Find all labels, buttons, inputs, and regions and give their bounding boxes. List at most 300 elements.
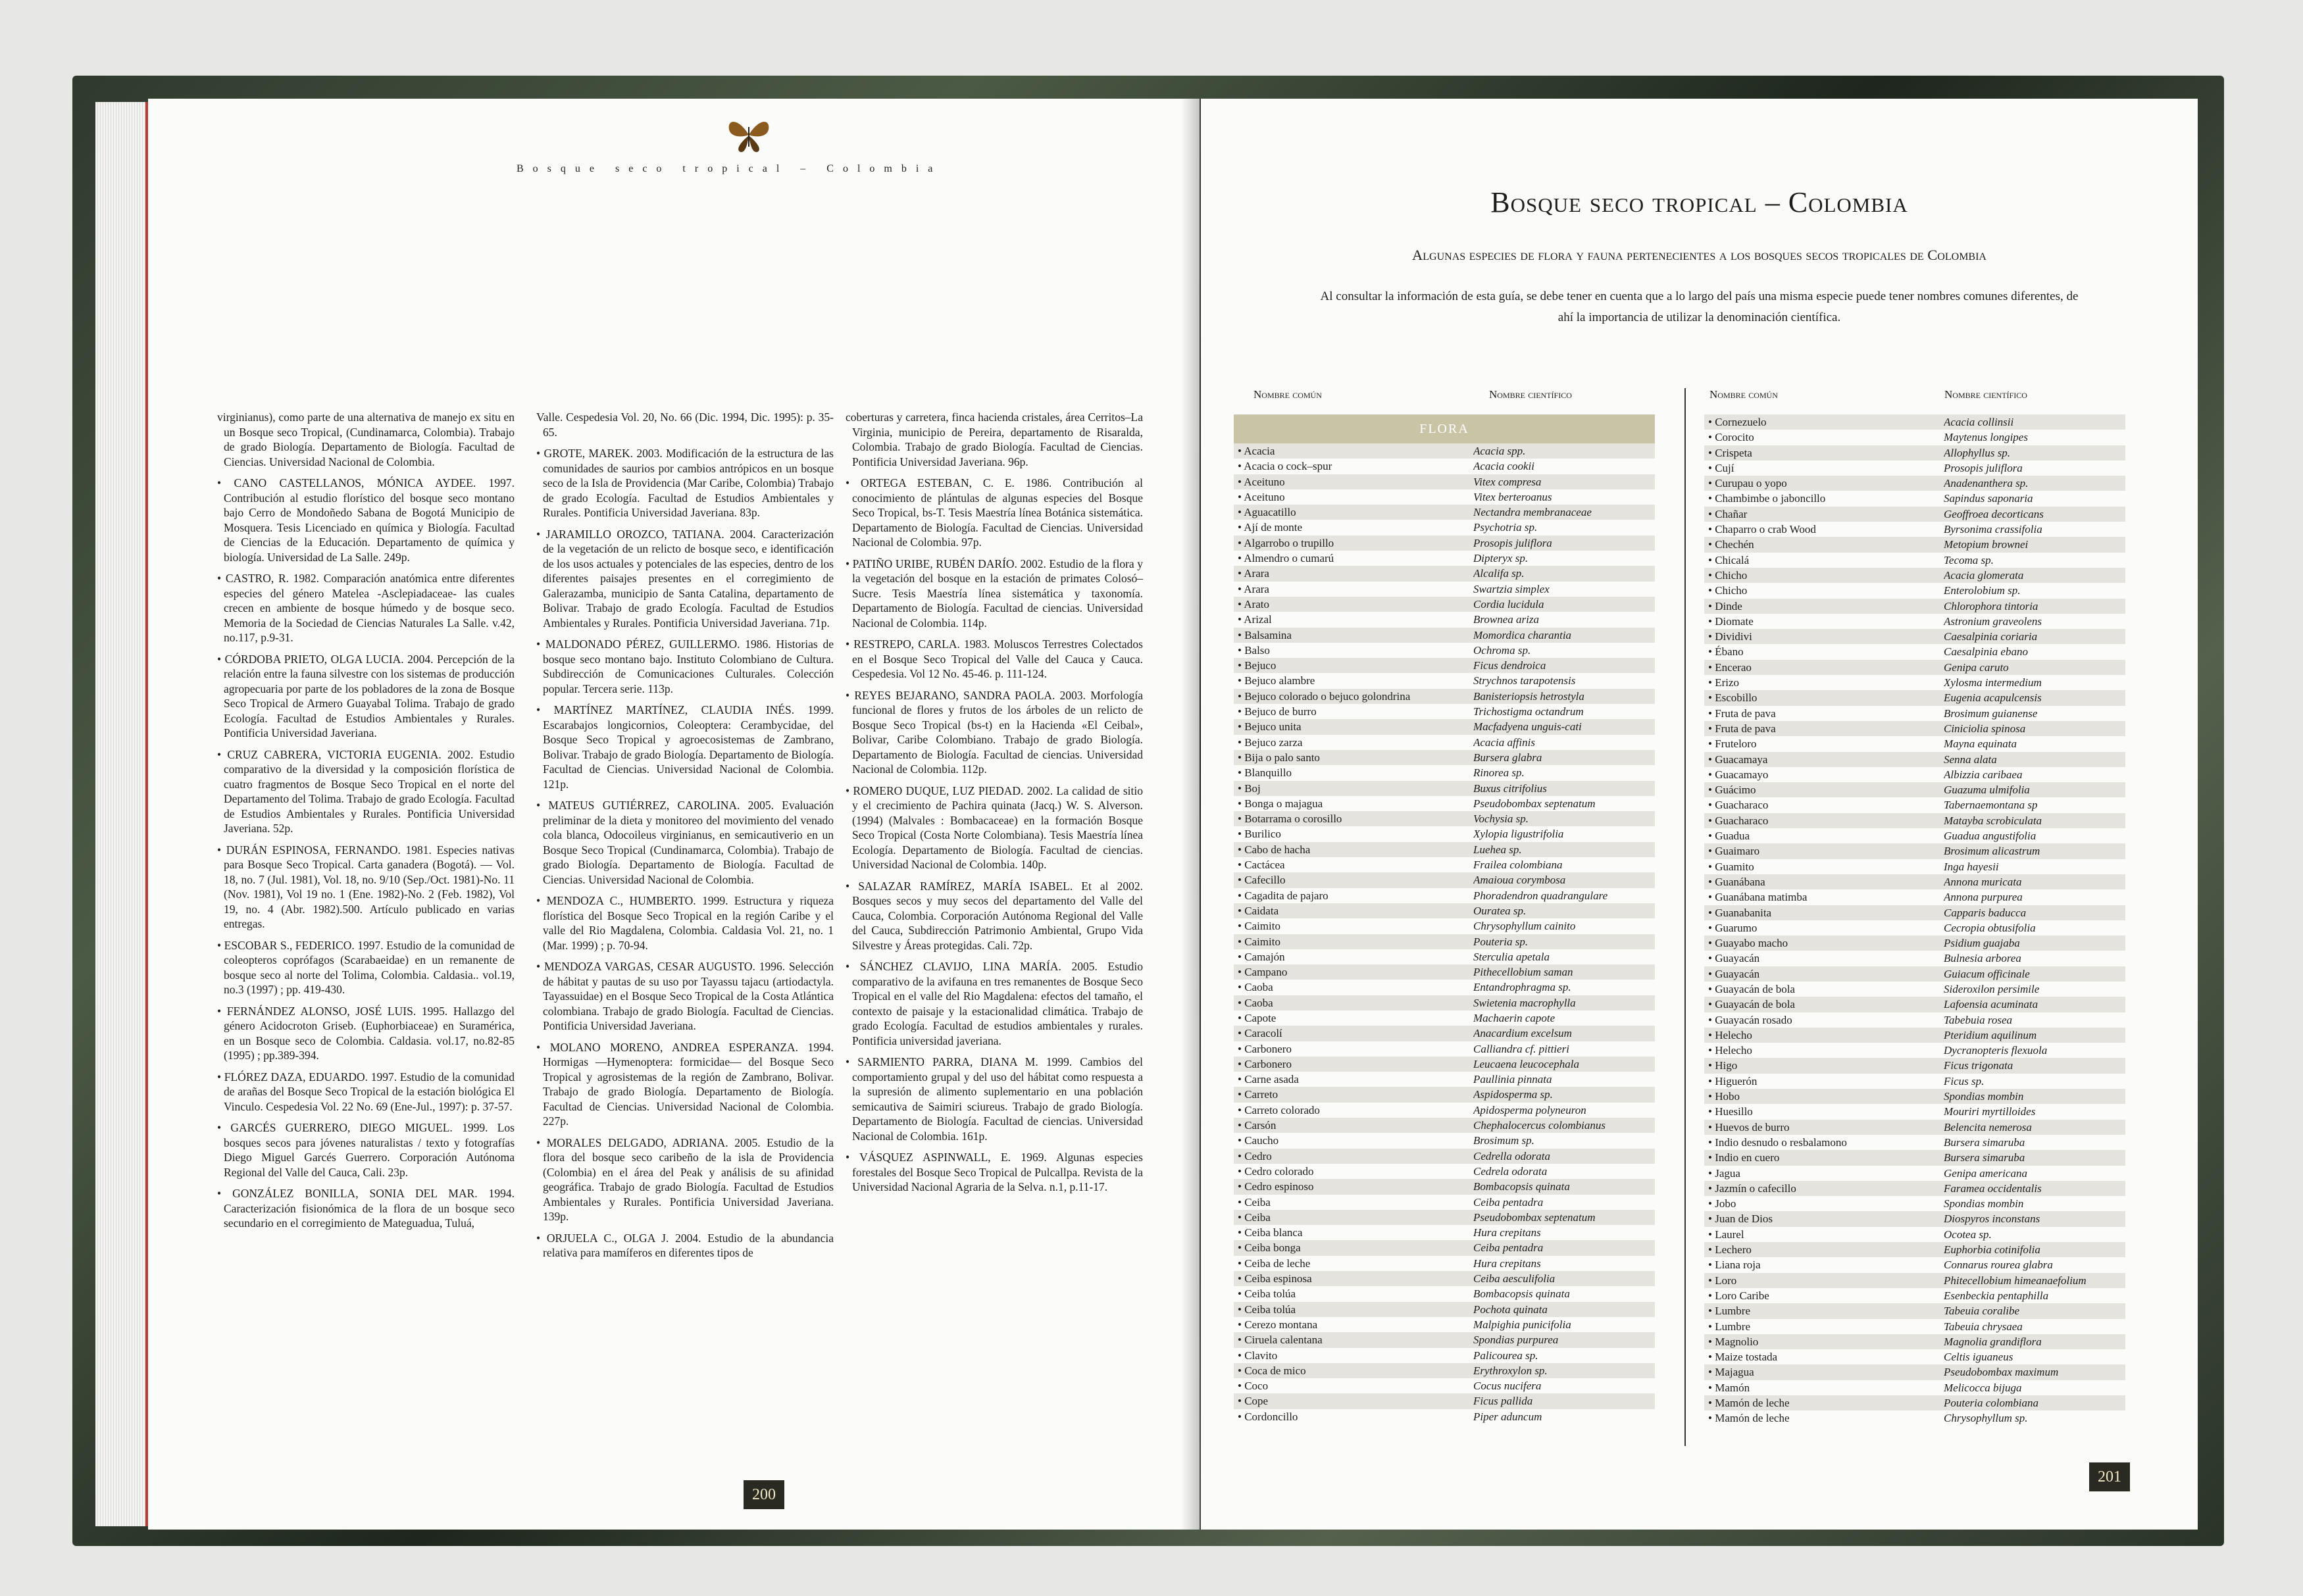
species-table-1 <box>1234 414 1655 1424</box>
scientific-name-cell: Xylosma intermedium <box>1944 676 2042 689</box>
table-row <box>1704 782 2125 797</box>
scientific-name-cell: Entandrophragma sp. <box>1473 981 1571 994</box>
table-row <box>1234 443 1655 459</box>
common-name-cell: • Dividivi <box>1708 630 1752 643</box>
common-name-cell: • Caracolí <box>1238 1027 1282 1040</box>
left-page <box>148 99 1200 1530</box>
table-row <box>1234 842 1655 857</box>
common-name-cell: • Ceiba tolúa <box>1238 1303 1296 1316</box>
common-name-cell: • Encerao <box>1708 661 1752 674</box>
scientific-name-cell: Ochroma sp. <box>1473 643 1531 657</box>
scientific-name-cell: Hura crepitans <box>1473 1226 1541 1239</box>
page-number-left: 200 <box>744 1480 784 1509</box>
common-name-cell: • Chicho <box>1708 568 1748 582</box>
scientific-name-cell: Chrysophyllum cainito <box>1473 920 1576 933</box>
reference-entry: • GROTE, MAREK. 2003. Modificación de la estructura de las comunidades de saurios por cambios antrópicos en un bosque seco de la Isla de Providencia (Mar Caribe, Colombia) Trabajo de grado Ecología. Facultad de Estudios Ambientales y Rurales. Pontificia Universidad Javeriana. 83p. <box>536 447 834 519</box>
common-name-cell: • Bonga o majagua <box>1238 797 1323 810</box>
scientific-name-cell: Guiacum officinale <box>1944 967 2030 980</box>
scientific-name-cell: Ceiba pentadra <box>1473 1195 1544 1209</box>
table-row <box>1234 1286 1655 1301</box>
table-row <box>1704 1074 2125 1089</box>
common-name-cell: • Carreto colorado <box>1238 1103 1320 1116</box>
table-row <box>1234 1409 1655 1424</box>
table-row <box>1704 599 2125 614</box>
common-name-cell: • Crispeta <box>1708 446 1752 459</box>
scientific-name-cell: Leucaena leucocephala <box>1473 1057 1579 1070</box>
scientific-name-cell: Brosimum alicastrum <box>1944 845 2040 858</box>
scientific-name-cell: Piper aduncum <box>1473 1410 1542 1423</box>
scientific-name-cell: Annona purpurea <box>1944 891 2023 904</box>
reference-entry: • GONZÁLEZ BONILLA, SONIA DEL MAR. 1994. Caracterización fisionómica de la flora de un bosque seco secundario en el corregimiento de Mateguadua, Tuluá, <box>217 1187 515 1230</box>
reference-entry: • VÁSQUEZ ASPINWALL, E. 1969. Algunas especies forestales del Bosque Seco Tropical de Pulcallpa. Revista de la Universidad Nacional Agraria de la Selva. n.1, p.11-17. <box>846 1151 1143 1193</box>
scientific-name-cell: Pithecellobium saman <box>1473 966 1573 979</box>
common-name-cell: • Mamón de leche <box>1708 1397 1790 1409</box>
table-row <box>1234 1256 1655 1271</box>
common-name-cell: • Escobillo <box>1708 691 1758 705</box>
table-row <box>1704 507 2125 522</box>
table-row <box>1704 843 2125 859</box>
common-name-cell: • Fruta de pava <box>1708 722 1776 735</box>
common-name-cell: • Hobo <box>1708 1090 1740 1103</box>
table-row <box>1704 583 2125 598</box>
scientific-name-cell: Vitex compresa <box>1473 475 1542 488</box>
table-row <box>1704 553 2125 568</box>
scientific-name-cell: Trichostigma octandrum <box>1473 705 1584 718</box>
scientific-name-cell: Pouteria sp. <box>1473 935 1529 948</box>
common-name-cell: • Chaparro o crab Wood <box>1708 523 1816 536</box>
common-name-cell: • Cornezuelo <box>1708 416 1767 428</box>
butterfly-icon <box>726 115 772 155</box>
species-table-2 <box>1704 414 2125 1426</box>
scientific-name-cell: Ocotea sp. <box>1944 1228 1992 1241</box>
reference-entry: • SÁNCHEZ CLAVIJO, LINA MARÍA. 2005. Estudio comparativo de la avifauna en tres remanentes de Bosque Seco Tropical en el valle del Rio Magdalena: efectos del tamaño, el contexto de paisaje y la estacionalidad climática. Trabajo de grado Ecología. Facultad de estudios ambientales y rurales. Pontificia universidad javeriana. <box>846 960 1143 1047</box>
common-name-cell: • Guayacán <box>1708 967 1760 980</box>
common-name-cell: • Huevos de burro <box>1708 1120 1790 1134</box>
scientific-name-cell: Machaerin capote <box>1473 1011 1556 1024</box>
scientific-name-cell: Inga hayesii <box>1944 860 1999 873</box>
table-row <box>1704 752 2125 767</box>
scientific-name-cell: Maytenus longipes <box>1944 431 2028 444</box>
scientific-name-cell: Genipa americana <box>1944 1166 2028 1180</box>
table-row <box>1704 476 2125 491</box>
reference-entry: • ROMERO DUQUE, LUZ PIEDAD. 2002. La calidad de sitio y el crecimiento de Pachira quinata (Jacq.) W. S. Alverson. (1994) (Malvales : Bombacaceae) en la formación Bosque Seco Tropical (Costa Norte Colombiana). Tesis Maestría línea Ecología. Departamento de Biología. Facultad de ciencias. Universidad Nacional de Colombia. 140p. <box>846 784 1143 871</box>
common-name-cell: • Balso <box>1238 643 1270 657</box>
scientific-name-cell: Acacia glomerata <box>1944 568 2024 582</box>
table-row <box>1704 675 2125 690</box>
reference-entry: • MALDONADO PÉREZ, GUILLERMO. 1986. Historias de bosque seco montano bajo. Instituto Colombiano de Cultura. Subdirección de Comunicaciones Culturales. Colección popular. Tercera serie. 113p. <box>536 637 834 695</box>
common-name-cell: • Botarrama o corosillo <box>1238 812 1342 826</box>
table-row <box>1704 889 2125 905</box>
common-name-cell: • Bija o palo santo <box>1238 751 1320 764</box>
common-name-cell: • Ciruela calentana <box>1238 1334 1323 1347</box>
common-name-cell: • Dinde <box>1708 599 1742 612</box>
table-row <box>1234 1164 1655 1179</box>
scientific-name-cell: Alcalifa sp. <box>1473 567 1525 580</box>
common-name-cell: • Jagua <box>1708 1166 1740 1180</box>
table-row <box>1234 489 1655 505</box>
common-name-cell: • Acacia o cock–spur <box>1238 460 1332 473</box>
common-name-cell: • Guayacán <box>1708 952 1760 965</box>
scientific-name-cell: Magnolia grandiflora <box>1944 1335 2042 1348</box>
reference-entry: • MENDOZA VARGAS, CESAR AUGUSTO. 1996. Selección de hábitat y pautas de su uso por Tayassu tajacu (artiodactyla. Tayassuidae) en el Bosque Seco Tropical de la Costa Atlántica colombiana. Trabajo de grado Biología. Facultad de Ciencias. Pontificia Universidad Javeriana. <box>536 960 834 1032</box>
common-name-cell: • Caidata <box>1238 904 1279 917</box>
scientific-name-cell: Ficus dendroica <box>1473 659 1546 672</box>
table-row <box>1234 1225 1655 1240</box>
reference-entry: • DURÁN ESPINOSA, FERNANDO. 1981. Especies nativas para Bosque Seco Tropical. Carta ganadera (Bogotá). — Vol. 18, no. 7 (Jul. 1981), Vol. 18, no. 9/10 (Sep./Oct. 1981)-No. 11 (Nov. 1981), Vol 19 no. 1 (Ene. 1982)-No. 2 (Feb. 1982), Vol 19, no. 4 (Abr. 1982).500. Artículo publicado en varias entregas. <box>217 843 515 930</box>
reference-entry: coberturas y carretera, finca hacienda cristales, área Cerritos–La Virginia, municipio de Pereira, departamento de Risaralda, Colombia. Trabajo de grado Biología. Facultad de Ciencias. Pontificia Universidad Javeriana. 96p. <box>846 411 1143 468</box>
scientific-name-cell: Ficus sp. <box>1944 1074 1985 1087</box>
table-row <box>1234 826 1655 841</box>
common-name-cell: • Cordoncillo <box>1238 1410 1298 1423</box>
table-row <box>1234 1317 1655 1332</box>
scientific-name-cell: Pochota quinata <box>1473 1303 1548 1316</box>
scientific-name-cell: Bursera glabra <box>1473 751 1542 764</box>
table-row <box>1234 1348 1655 1363</box>
scientific-name-cell: Byrsonima crassifolia <box>1944 523 2042 536</box>
scientific-name-cell: Eugenia acapulcensis <box>1944 691 2042 705</box>
scientific-name-cell: Dycranopteris flexuola <box>1944 1044 2048 1057</box>
scientific-name-cell: Ficus pallida <box>1473 1395 1533 1408</box>
reference-entry: • PATIÑO URIBE, RUBÉN DARÍO. 2002. Estudio de la flora y la vegetación del bosque en la estación de primates Colosó–Sucre. Tesis Maestría línea sistemática y taxonomía. Departamento de Biología. Facultad de ciencias. Universidad Nacional de Colombia. 114p. <box>846 557 1143 630</box>
common-name-cell: • Carreto <box>1238 1088 1278 1101</box>
common-name-cell: • Cactácea <box>1238 859 1285 872</box>
table-row <box>1234 673 1655 688</box>
common-name-cell: • Coco <box>1238 1380 1269 1393</box>
scientific-name-cell: Sideroxilon persimile <box>1944 982 2040 995</box>
table-row <box>1234 995 1655 1010</box>
scientific-name-cell: Pseudobombax septenatum <box>1473 797 1596 810</box>
common-name-cell: • Chicho <box>1708 584 1748 597</box>
scientific-name-cell: Tabernaemontana sp <box>1944 799 2038 812</box>
table-row <box>1704 706 2125 721</box>
scientific-name-cell: Senna alata <box>1944 753 1997 766</box>
scientific-name-cell: Bursera simaruba <box>1944 1151 2025 1164</box>
column-divider <box>1684 388 1686 1446</box>
table-row <box>1704 629 2125 644</box>
table-row <box>1704 736 2125 751</box>
common-name-cell: • Chechén <box>1708 538 1754 551</box>
scientific-name-cell: Rinorea sp. <box>1473 766 1525 780</box>
table-row <box>1234 857 1655 872</box>
page-number-right: 201 <box>2089 1462 2130 1491</box>
common-name-cell: • Cedro espinoso <box>1238 1180 1314 1193</box>
common-name-cell: • Loro <box>1708 1274 1737 1287</box>
reference-entry: • MENDOZA C., HUMBERTO. 1999. Estructura y riqueza florística del Bosque Seco Tropical en la región Caribe y el valle del Rio Magdalena, Colombia. Caldasia Vol. 21, no. 1 (Mar. 1999) ; p. 70-94. <box>536 894 834 952</box>
table-row <box>1234 1195 1655 1210</box>
reference-entry: • MARTÍNEZ MARTÍNEZ, CLAUDIA INÉS. 1999. Escarabajos longicornios, Coleoptera: Cerambycidae, del Bosque Seco Tropical y agroecosistemas de Zambrano, Bolivar. Trabajo de grado Biología. Departamento de Biología. Facultad de Ciencias. Universidad Nacional de Colombia. 121p. <box>536 703 834 791</box>
scientific-name-cell: Melicocca bijuga <box>1944 1381 2022 1394</box>
scientific-name-cell: Chephalocercus colombianus <box>1473 1119 1606 1132</box>
scientific-name-cell: Banisteriopsis hetrostyla <box>1473 689 1584 703</box>
table-row <box>1704 1227 2125 1242</box>
table-row <box>1234 750 1655 765</box>
table-row <box>1704 414 2125 430</box>
scientific-name-cell: Faramea occidentalis <box>1944 1182 2042 1195</box>
common-name-cell: • Guanabanita <box>1708 906 1772 919</box>
table-row <box>1234 1133 1655 1148</box>
common-name-cell: • Arara <box>1238 582 1269 595</box>
table-row <box>1234 1057 1655 1072</box>
reference-entry: • ORTEGA ESTEBAN, C. E. 1986. Contribución al conocimiento de plántulas de algunas especies del Bosque Seco Tropical, bs-T. Tesis Maestría línea Botánica sistemática. Departamento de Biología. Facultad de Ciencias. Universidad Nacional de Colombia. 97p. <box>846 476 1143 549</box>
common-name-cell: • Guayacán de bola <box>1708 982 1795 995</box>
scientific-name-cell: Astronium graveolens <box>1944 614 2042 628</box>
table-row <box>1704 1012 2125 1028</box>
common-name-cell: • Cabo de hacha <box>1238 843 1311 856</box>
table-row <box>1234 1332 1655 1347</box>
scientific-name-cell: Guazuma ulmifolia <box>1944 784 2030 797</box>
table-row <box>1704 767 2125 782</box>
common-name-cell: • Fruteloro <box>1708 737 1757 751</box>
scientific-name-cell: Prosopis juliflora <box>1944 461 2023 474</box>
common-name-cell: • Jazmín o cafecillo <box>1708 1182 1796 1195</box>
scientific-name-cell: Brosimum guianense <box>1944 707 2038 720</box>
common-name-cell: • Guacamayo <box>1708 768 1769 781</box>
scientific-name-cell: Allophyllus sp. <box>1944 446 2011 459</box>
scientific-name-cell: Pteridium aquilinum <box>1944 1028 2037 1041</box>
table-row <box>1234 964 1655 980</box>
scientific-name-cell: Erythroxylon sp. <box>1473 1364 1548 1377</box>
table-row <box>1704 859 2125 874</box>
common-name-cell: • Ají de monte <box>1238 521 1303 534</box>
table-row <box>1234 704 1655 719</box>
common-name-cell: • Chambimbe o jaboncillo <box>1708 492 1826 505</box>
scientific-name-cell: Caesalpinia coriaria <box>1944 630 2038 643</box>
table-row <box>1704 660 2125 675</box>
common-name-cell: • Corocito <box>1708 431 1754 444</box>
common-name-cell: • Ceiba espinosa <box>1238 1272 1312 1285</box>
table-row <box>1704 1288 2125 1303</box>
reference-entry: • ORJUELA C., OLGA J. 2004. Estudio de la abundancia relativa para mamíferos en diferentes tipos de <box>536 1231 834 1259</box>
table-row <box>1704 491 2125 506</box>
common-name-cell: • Indio desnudo o resbalamono <box>1708 1135 1847 1149</box>
scientific-name-cell: Buxus citrifolius <box>1473 782 1547 795</box>
table-row <box>1234 796 1655 811</box>
reference-entry: virginianus), como parte de una alternativa de manejo ex situ en un Bosque seco Tropical, (Cundinamarca, Colombia). Trabajo de grado Biología. Departamento de Biología. Facultad de Ciencias. Universidad Nacional de Colombia. <box>217 411 515 468</box>
table-row <box>1704 1181 2125 1196</box>
table-row <box>1234 1363 1655 1378</box>
table-row <box>1704 1319 2125 1334</box>
table-row <box>1234 980 1655 995</box>
table-row <box>1704 1211 2125 1226</box>
table-row <box>1234 459 1655 474</box>
scientific-name-cell: Phitecellobium himeanaefolium <box>1944 1274 2087 1287</box>
table-row <box>1234 1149 1655 1164</box>
table-row <box>1704 1303 2125 1318</box>
scientific-name-cell: Mouriri myrtilloides <box>1944 1105 2036 1118</box>
common-name-cell: • Magnolio <box>1708 1335 1759 1348</box>
common-name-cell: • Guayacán rosado <box>1708 1013 1792 1026</box>
common-name-cell: • Ceiba <box>1238 1195 1271 1209</box>
table-row <box>1234 1041 1655 1057</box>
common-name-cell: • Ceiba bonga <box>1238 1241 1301 1255</box>
table-row <box>1704 1135 2125 1150</box>
table-row <box>1704 690 2125 705</box>
table-row <box>1234 811 1655 826</box>
reference-entry: • GARCÉS GUERRERO, DIEGO MIGUEL. 1999. Los bosques secos para jóvenes naturalistas / texto y fotografías Diego Miguel Garcés Guerrero. Corporación Autónoma Regional del Valle del Cauca, Cali. 23p. <box>217 1121 515 1179</box>
table-row <box>1704 1089 2125 1104</box>
table-row <box>1704 522 2125 537</box>
col-header-common-2: Nombre común <box>1709 388 1778 401</box>
scientific-name-cell: Phoradendron quadrangulare <box>1473 889 1608 902</box>
table-row <box>1704 1364 2125 1380</box>
scientific-name-cell: Bursera simaruba <box>1944 1135 2025 1149</box>
scientific-name-cell: Cordia lucidula <box>1473 597 1544 611</box>
scientific-name-cell: Acacia cookii <box>1473 460 1534 473</box>
table-row <box>1234 597 1655 612</box>
reference-entry: • MATEUS GUTIÉRREZ, CAROLINA. 2005. Evaluación preliminar de la dieta y monitoreo del movimiento del venado cola blanca, Odocoileus virginianus, en semicautiverio en un Bosque Seco Tropical (Cundinamarca, Colombia). Trabajo de grado Biología. Departamento de Biología. Facultad de Ciencias. Universidad Nacional de Colombia. <box>536 799 834 886</box>
scientific-name-cell: Genipa caruto <box>1944 661 2009 674</box>
common-name-cell: • Mamón de leche <box>1708 1412 1790 1425</box>
table-row <box>1704 430 2125 445</box>
table-row <box>1234 1393 1655 1409</box>
scientific-name-cell: Spondias mombin <box>1944 1090 2024 1103</box>
scientific-name-cell: Ouratea sp. <box>1473 904 1527 917</box>
table-row <box>1704 828 2125 843</box>
common-name-cell: • Curupau o yopo <box>1708 477 1787 490</box>
table-row <box>1234 934 1655 949</box>
common-name-cell: • Cafecillo <box>1238 874 1286 887</box>
col-header-scientific-2: Nombre científico <box>1944 388 2027 401</box>
scientific-name-cell: Nectandra membranaceae <box>1473 506 1592 519</box>
table-row <box>1704 461 2125 476</box>
common-name-cell: • Caoba <box>1238 981 1273 994</box>
table-row <box>1704 966 2125 982</box>
scientific-name-cell: Ceiba aesculifolia <box>1473 1272 1556 1285</box>
scientific-name-cell: Bulnesia arborea <box>1944 952 2021 965</box>
common-name-cell: • Helecho <box>1708 1028 1752 1041</box>
common-name-cell: • Caoba <box>1238 996 1273 1009</box>
intro-paragraph: Al consultar la información de esta guía, se debe tener en cuenta que a lo largo del país una misma especie puede tener nombres comunes diferentes, de ahí la importancia de utilizar la denominación científica. <box>1320 289 2079 324</box>
table-row <box>1234 1103 1655 1118</box>
scientific-name-cell: Amaioua corymbosa <box>1473 874 1566 887</box>
scientific-name-cell: Enterolobium sp. <box>1944 584 2021 597</box>
common-name-cell: • Guayabo macho <box>1708 937 1788 950</box>
reference-entry: • SARMIENTO PARRA, DIANA M. 1999. Cambios del comportamiento grupal y del uso del hábitat como respuesta a la supresión de alimento suplementario en una población semicautiva de Saimiri sciureus. Trabajo de grado Biología. Departamento de Biología. Facultad de ciencias. Universidad Nacional de Colombia. 161p. <box>846 1055 1143 1143</box>
table-row <box>1234 520 1655 535</box>
table-row <box>1234 1179 1655 1194</box>
scientific-name-cell: Swietenia macrophylla <box>1473 996 1576 1009</box>
common-name-cell: • Ceiba de leche <box>1238 1257 1311 1270</box>
common-name-cell: • Guamito <box>1708 860 1754 873</box>
table-row <box>1704 1349 2125 1364</box>
common-name-cell: • Caimito <box>1238 920 1280 933</box>
table-row <box>1234 1118 1655 1133</box>
reference-entry: • FERNÁNDEZ ALONSO, JOSÉ LUIS. 1995. Hallazgo del género Acidocroton Griseb. (Euphorbiaceae) en Suramérica, en un Bosque seco de Colombia. Caldasia. vol.17, no.82-85 (1995) ; pp.389-394. <box>217 1004 515 1062</box>
reference-entry: • FLÓREZ DAZA, EDUARDO. 1997. Estudio de la comunidad de arañas del Bosque Seco Tropical de la estación biológica El Vinculo. Cespedesia Vol. 22 No. 69 (Ene-Jul., 1997): p. 37-57. <box>217 1070 515 1113</box>
common-name-cell: • Guadua <box>1708 830 1750 843</box>
scientific-name-cell: Anacardium excelsum <box>1473 1027 1572 1040</box>
table-row <box>1704 614 2125 629</box>
common-name-cell: • Laurel <box>1708 1228 1744 1241</box>
scientific-name-cell: Palicourea sp. <box>1473 1349 1538 1362</box>
common-name-cell: • Aguacatillo <box>1238 506 1296 519</box>
scientific-name-cell: Ficus trigonata <box>1944 1059 2013 1072</box>
scientific-name-cell: Metopium brownei <box>1944 538 2029 551</box>
scientific-name-cell: Tabeuia chrysaea <box>1944 1320 2023 1333</box>
common-name-cell: • Bejuco unita <box>1238 720 1302 734</box>
scientific-name-cell: Chrysophyllum sp. <box>1944 1412 2028 1425</box>
common-name-cell: • Bejuco zarza <box>1238 736 1303 749</box>
scientific-name-cell: Lafoensia acuminata <box>1944 998 2038 1011</box>
reference-entry: • RESTREPO, CARLA. 1983. Moluscos Terrestres Colectados en el Bosque Seco Tropical del Valle del Cauca y Cauca. Cespedesia. Vol 12 No. 45-46. p. 111-124. <box>846 637 1143 680</box>
scientific-name-cell: Ciniciolia spinosa <box>1944 722 2026 735</box>
reference-entry: • JARAMILLO OROZCO, TATIANA. 2004. Caracterización de la vegetación de un relicto de bosque seco, e identificación de los usos actuales y potenciales de las especies, dentro de los diferentes paisajes presentes en el corregimiento de Galerazamba, municipio de Santa Catalina, departamento de Bolivar. Trabajo de grado Ecología. Facultad de Estudios Ambientales y Rurales. Pontificia Universidad Javeriana. 71p. <box>536 527 834 630</box>
table-row <box>1234 765 1655 780</box>
common-name-cell: • Maize tostada <box>1708 1351 1778 1364</box>
scientific-name-cell: Vitex berteroanus <box>1473 490 1552 503</box>
reference-entry: • MOLANO MORENO, ANDREA ESPERANZA. 1994. Hormigas —Hymenoptera: formicidae— del Bosque Seco Tropical y agrosistemas de la región de Zambrano, Bolivar. Trabajo de grado Biología. Departamento de Biología. Facultad de Ciencias. Universidad Nacional de Colombia. 227p. <box>536 1040 834 1128</box>
table-row <box>1704 1120 2125 1135</box>
common-name-cell: • Clavito <box>1238 1349 1278 1362</box>
scientific-name-cell: Capparis baducca <box>1944 906 2027 919</box>
common-name-cell: • Huesillo <box>1708 1105 1753 1118</box>
common-name-cell: • Arara <box>1238 567 1269 580</box>
common-name-cell: • Bejuco <box>1238 659 1277 672</box>
scientific-name-cell: Prosopis juliflora <box>1473 536 1552 549</box>
scientific-name-cell: Aspidosperma sp. <box>1473 1088 1553 1101</box>
scientific-name-cell: Tabebuia rosea <box>1944 1013 2013 1026</box>
common-name-cell: • Arizal <box>1238 613 1272 626</box>
common-name-cell: • Cedro colorado <box>1238 1164 1314 1178</box>
scientific-name-cell: Bombacopsis quinata <box>1473 1180 1570 1193</box>
table-row <box>1234 536 1655 551</box>
common-name-cell: • Jobo <box>1708 1197 1736 1210</box>
scientific-name-cell: Chlorophora tintoria <box>1944 599 2038 612</box>
page-edges <box>95 102 149 1526</box>
common-name-cell: • Guanábana <box>1708 875 1765 888</box>
common-name-cell: • Indio en cuero <box>1708 1151 1780 1164</box>
common-name-cell: • Helecho <box>1708 1044 1752 1057</box>
table-row <box>1704 1395 2125 1410</box>
scientific-name-cell: Pseudobombax maximum <box>1944 1366 2059 1379</box>
common-name-cell: • Carne asada <box>1238 1073 1299 1086</box>
scientific-name-cell: Albizzia caribaea <box>1944 768 2023 781</box>
table-row <box>1704 1196 2125 1211</box>
common-name-cell: • Guacharaco <box>1708 799 1769 812</box>
common-name-cell: • Bejuco de burro <box>1238 705 1317 718</box>
common-name-cell: • Cagadita de pajaro <box>1238 889 1329 902</box>
common-name-cell: • Erizo <box>1708 676 1740 689</box>
scientific-name-cell: Luehea sp. <box>1473 843 1522 856</box>
common-name-cell: • Guácimo <box>1708 784 1756 797</box>
scientific-name-cell: Dipteryx sp. <box>1473 552 1529 565</box>
scientific-name-cell: Brownea ariza <box>1473 613 1539 626</box>
common-name-cell: • Arato <box>1238 597 1269 611</box>
common-name-cell: • Caucho <box>1238 1134 1279 1147</box>
scientific-name-cell: Connarus rourea glabra <box>1944 1259 2053 1272</box>
table-row <box>1704 1334 2125 1349</box>
scientific-name-cell: Frailea colombiana <box>1473 859 1563 872</box>
references-column-1 <box>217 410 515 1237</box>
common-name-cell: • Aceituno <box>1238 490 1285 503</box>
common-name-cell: • Camajón <box>1238 950 1285 963</box>
table-row <box>1234 1010 1655 1026</box>
table-row <box>1234 903 1655 918</box>
common-name-cell: • Loro Caribe <box>1708 1289 1769 1302</box>
page-subtitle: Algunas especies de flora y fauna pertenecientes a los bosques secos tropicales de Colombia <box>1412 247 1987 263</box>
scientific-name-cell: Belencita nemerosa <box>1944 1120 2032 1134</box>
common-name-cell: • Carbonero <box>1238 1057 1292 1070</box>
table-row <box>1234 781 1655 796</box>
common-name-cell: • Aceituno <box>1238 475 1285 488</box>
reference-entry: • CASTRO, R. 1982. Comparación anatómica entre diferentes especies del género Matelea -Asclepiadaceae- las cuales crecen en ambiente de bosque húmedo y de bosque seco. Memoria de la Sociedad de Ciencias Naturales La Salle. v.42, no.117, p.9-31. <box>217 572 515 644</box>
table-row <box>1704 1058 2125 1073</box>
common-name-cell: • Algarrobo o trupillo <box>1238 536 1334 549</box>
scientific-name-cell: Macfadyena unguis-cati <box>1473 720 1582 734</box>
common-name-cell: • Guaimaro <box>1708 845 1760 858</box>
common-name-cell: • Caimito <box>1238 935 1280 948</box>
common-name-cell: • Carbonero <box>1238 1042 1292 1055</box>
